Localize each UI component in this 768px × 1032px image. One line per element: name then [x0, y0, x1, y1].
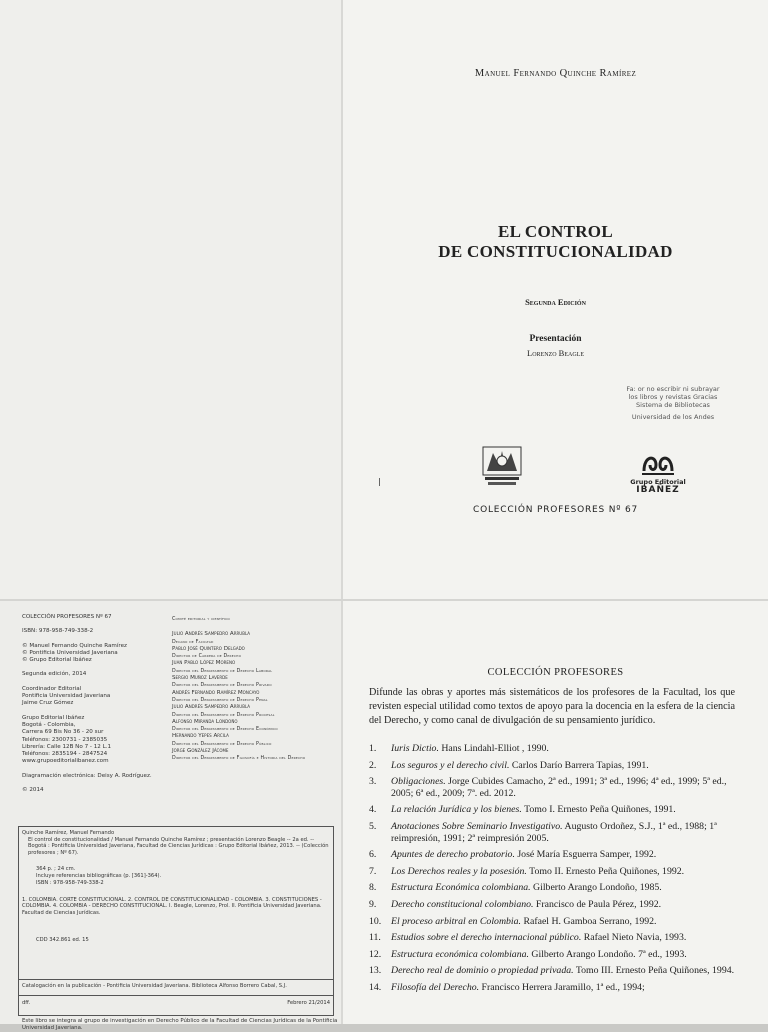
- list-item: [369, 916, 739, 928]
- blank-page: [0, 0, 343, 600]
- library-stamp: [613, 385, 733, 409]
- committee-member: Julio Andrés Sampedro Arrubla: [172, 704, 251, 711]
- credit-line: © Pontificia Universidad Javeriana: [22, 649, 118, 656]
- credit-line: Coordinador Editorial: [22, 685, 82, 692]
- credit-line: Librería: Calle 12B No 7 - 12 L.1: [22, 743, 112, 750]
- credit-line: www.grupoeditorialibanez.com: [22, 758, 109, 765]
- item-title: Derecho real de dominio o propiedad privada.: [391, 965, 574, 977]
- item-number: 12.: [369, 948, 382, 960]
- committee-role: Director del Departamento de Derecho Público: [172, 741, 272, 747]
- item-title: Estudios sobre el derecho internacional público.: [391, 932, 582, 944]
- committee-role: Director del Departamento de Derecho Penal: [172, 697, 268, 703]
- item-number: 1.: [369, 743, 377, 754]
- list-item: [369, 776, 739, 799]
- item-number: 14.: [369, 981, 382, 993]
- catalog-source: Catalogación en la publicación - Pontificia Universidad Javeriana. Biblioteca Alfonso Borrero Cabal, S.J.: [22, 983, 287, 989]
- item-detail: Tomo I. Ernesto Peña Quiñones, 1991.: [521, 804, 676, 816]
- edition-label: Segunda Edición: [525, 297, 586, 307]
- credit-line: Grupo Editorial Ibáñez: [22, 714, 85, 721]
- item-title: Obligaciones.: [391, 776, 446, 788]
- catalog-body: El control de constitucionalidad / Manuel Fernando Quinche Ramírez ; presentación Lorenzo Beagle -- 2a ed. -- Bogotá : Pontificia Universidad Javeriana, Facultad de Ciencias Jurídicas : Grupo Editorial Ibáñez, 2013. -- (Colección profesores ; Nº 67).: [28, 837, 329, 856]
- page-mark: [379, 478, 380, 486]
- list-item: [369, 866, 739, 878]
- list-item: [369, 949, 739, 961]
- list-item: [369, 804, 739, 816]
- catalog-desc: 364 p. ; 24 cm.: [36, 866, 76, 872]
- credit-line: Carrera 69 Bis No 36 - 20 sur: [22, 729, 104, 736]
- credit-line: © Grupo Editorial Ibáñez: [22, 657, 92, 664]
- credits-left: [22, 614, 167, 794]
- item-title: El proceso arbitral en Colombia.: [391, 915, 521, 927]
- list-item: [369, 743, 739, 755]
- list-item: [369, 982, 739, 994]
- list-item: [369, 760, 739, 772]
- collection-list: [369, 743, 739, 999]
- credit-line: Segunda edición, 2014: [22, 671, 87, 678]
- item-detail: Carlos Darío Barrera Tapias, 1991.: [509, 759, 649, 771]
- stamp-line: Fa: or no escribir ni subrayar: [626, 385, 720, 393]
- item-detail: Augusto Ordoñez, S.J., 1ª ed., 1988; 1ª reimpresión, 1991; 2ª reimpresión 2005.: [391, 820, 717, 844]
- catalog-code: dff.: [22, 1000, 31, 1006]
- item-title: Estructura económica colombiana.: [391, 948, 529, 960]
- item-title: La relación Jurídica y los bienes.: [391, 804, 522, 816]
- committee-role: Director del Departamento de Derecho Privado: [172, 683, 272, 689]
- item-title: Derecho constitucional colombiano.: [391, 898, 534, 910]
- presentation-label: Presentación: [529, 334, 582, 344]
- committee-member: Andrés Fernando Ramírez Moncayo: [172, 689, 260, 696]
- committee-member: Pablo José Quintero Delgado: [172, 645, 245, 652]
- item-title: Anotaciones Sobre Seminario Investigativo.: [391, 820, 563, 832]
- list-item: [369, 899, 739, 911]
- item-detail: José María Esguerra Samper, 1992.: [514, 849, 657, 861]
- author-name: Manuel Fernando Quinche Ramírez: [474, 68, 637, 79]
- catalog-desc: ISBN : 978-958-749-338-2: [36, 880, 104, 886]
- catalog-heading: Quinche Ramírez, Manuel Fernando: [22, 830, 115, 836]
- committee-role: Director de Carrera de Derecho: [172, 654, 242, 660]
- catalog-desc: Incluye referencias bibliográficas (p. [361]-364).: [36, 873, 162, 879]
- committee-member: Julio Andrés Sampedro Arrubla: [172, 631, 251, 638]
- item-number: 5.: [369, 820, 377, 832]
- collection-page: [343, 600, 768, 1024]
- committee-role: Director del Departamento de Derecho Laboral: [172, 668, 273, 674]
- credit-line: Pontificia Universidad Javeriana: [22, 693, 111, 700]
- item-detail: Gilberto Arango Londoño, 1985.: [530, 882, 662, 894]
- item-number: 2.: [369, 759, 377, 771]
- credit-line: © Manuel Fernando Quinche Ramírez: [22, 642, 127, 649]
- item-number: 6.: [369, 849, 377, 861]
- book-title-line2: DE CONSTITUCIONALIDAD: [438, 242, 673, 261]
- item-number: 11.: [369, 932, 381, 944]
- item-number: 10.: [369, 915, 382, 927]
- list-item: [369, 821, 739, 844]
- item-title: Los seguros y el derecho civil.: [391, 759, 510, 771]
- committee-role: Director del Departamento de Derecho Procesal: [172, 712, 275, 718]
- committee-member: Jorge González Jácome: [172, 748, 229, 755]
- list-item: [369, 849, 739, 861]
- item-number: 8.: [369, 882, 377, 894]
- committee-member: Alfonso Miranda Londoño: [172, 718, 238, 725]
- item-detail: Gilberto Arango Londoño. 7ª ed., 1993.: [528, 948, 687, 960]
- javeriana-logo-icon: [479, 445, 525, 487]
- item-detail: Rafael Nieto Navia, 1993.: [581, 932, 687, 944]
- item-detail: Hans Lindahl-Elliot , 1990.: [438, 743, 549, 754]
- item-title: Estructura Económica colombiana.: [391, 882, 531, 894]
- item-detail: Francisco Herrera Jaramillo, 1ª ed., 1994;: [479, 981, 645, 993]
- item-title: Filosofía del Derecho.: [391, 981, 480, 993]
- collection-label: COLECCIÓN PROFESORES Nº 67: [473, 505, 638, 515]
- list-item: [369, 965, 739, 977]
- catalog-cdd: CDD 342.861 ed. 15: [36, 937, 89, 943]
- catalog-date: Febrero 21/2014: [287, 1000, 330, 1006]
- item-number: 13.: [369, 965, 382, 977]
- page-divider-vertical: [341, 0, 343, 1024]
- publisher-line1: Grupo Editorial: [630, 478, 686, 486]
- item-title: Iuris Dictio.: [391, 743, 439, 754]
- item-detail: Francisco de Paula Pérez, 1992.: [533, 898, 662, 910]
- presenter-name: Lorenzo Beagle: [527, 348, 584, 358]
- committee-title: Comité editorial y científico: [172, 617, 230, 622]
- publisher-line2: IBAÑEZ: [636, 485, 680, 495]
- editorial-committee: [172, 616, 337, 763]
- credit-line: Teléfonos: 2835194 - 2847524: [22, 751, 108, 758]
- list-item: [369, 932, 739, 944]
- credit-line: Bogotá - Colombia,: [22, 721, 76, 728]
- item-title: Los Derechos reales y la posesión.: [391, 865, 527, 877]
- committee-role: Decano de Facultad: [172, 639, 214, 645]
- committee-role: Director del Departamento de Derecho Económico: [172, 727, 278, 733]
- item-detail: Tomo III. Ernesto Peña Quiñones, 1994.: [573, 965, 735, 977]
- credit-line: ISBN: 978-958-749-338-2: [22, 628, 94, 635]
- catalog-subjects: 1. COLOMBIA. CORTE CONSTITUCIONAL. 2. CONTROL DE CONSTITUCIONALIDAD - COLOMBIA. 3. CONSTITUCIONES - COLOMBIA. 4. COLOMBIA - DERECHO CONSTITUCIONAL. I. Beagle, Lorenzo, Prol. II. Pontificia Universidad Javeriana. Facultad de Ciencias Jurídicas.: [22, 897, 322, 916]
- committee-member: Hernando Yepes Arcila: [172, 733, 229, 740]
- credit-line: Diagramación electrónica: Deisy A. Rodríguez.: [22, 772, 152, 779]
- stamp-line: los libros y revistas Gracias: [628, 393, 718, 401]
- item-number: 9.: [369, 898, 377, 910]
- stamp-line: Sistema de Bibliotecas: [636, 401, 710, 409]
- footnote: Este libro se integra al grupo de investigación en Derecho Público de la Facultad de Ciencias Jurídicas de la Pontificia Universidad Javeriana.: [22, 1018, 338, 1031]
- item-detail: Jorge Cubides Camacho, 2ª ed., 1991; 3ª ed., 1996; 4ª ed., 1999; 5ª ed., 2005; 6ª ed., 2009; 7ª. ed. 2012.: [391, 776, 727, 799]
- list-item: [369, 882, 739, 894]
- committee-member: Sergio Muñoz Laverde: [172, 675, 228, 682]
- ibanez-logo-icon: [638, 447, 678, 477]
- book-title-line1: EL CONTROL: [498, 222, 613, 241]
- collection-intro: Difunde las obras y aportes más sistemáticos de los profesores de la Facultad, los que revisten especial utilidad como textos de apoyo para la docencia en la esfera de la ciencia del Derecho, y como canal de divulgación de su pensamiento jurídico.: [369, 687, 735, 726]
- stamp-university: Universidad de los Andes: [631, 413, 715, 421]
- credit-line: Teléfonos: 2300731 - 2385035: [22, 736, 108, 743]
- committee-role: Director del Departamento de Filosofía e Historia del Derecho: [172, 756, 306, 762]
- title-page: [343, 0, 768, 600]
- item-number: 4.: [369, 804, 377, 816]
- collection-title: COLECCIÓN PROFESORES: [487, 667, 624, 678]
- item-number: 3.: [369, 776, 377, 788]
- item-title: Apuntes de derecho probatorio.: [391, 849, 515, 861]
- committee-member: Juan Pablo López Moreno: [172, 660, 236, 667]
- credit-line: Jaime Cruz Gómez: [22, 700, 74, 707]
- page-divider-horizontal: [0, 599, 768, 601]
- item-number: 7.: [369, 865, 377, 877]
- item-detail: Rafael H. Gamboa Serrano, 1992.: [521, 915, 657, 927]
- credit-line: © 2014: [22, 787, 44, 794]
- credit-line: COLECCIÓN PROFESORES Nº 67: [22, 614, 112, 620]
- item-detail: Tomo II. Ernesto Peña Quiñones, 1992.: [526, 865, 685, 877]
